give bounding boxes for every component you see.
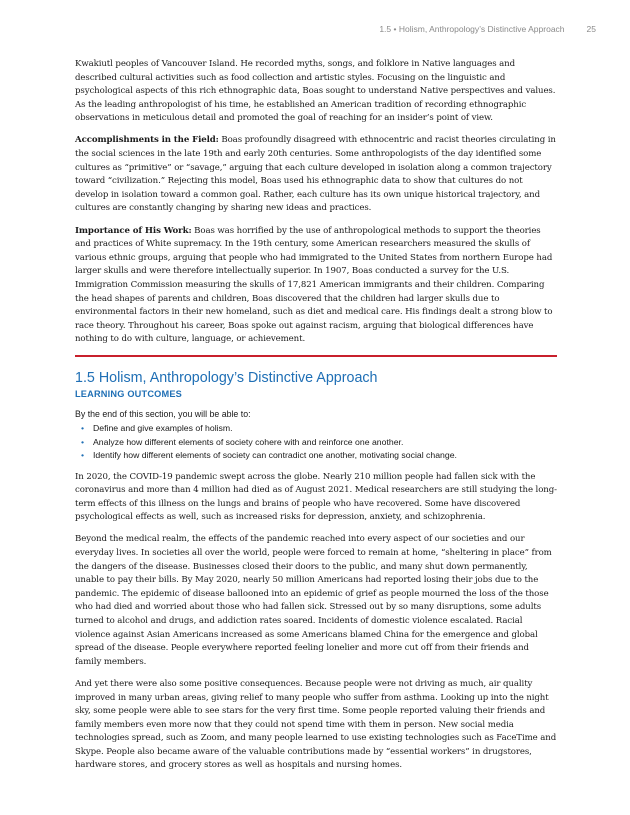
body-paragraph <box>75 134 557 216</box>
running-header <box>379 24 596 34</box>
paragraph-text: Boas profoundly disagreed with ethnocentric and racist theories circulating in the social sciences in the late 19th and early 20th centuries. Some anthropologists of the day identified some cultures as “primitive” or “savage,” arguing that each culture developed in isolation along a common trajectory toward “civilization.” Rejecting this model, Boas used his ethnographic data to show that cultures do not develop in isolation toward a common goal. Rather, each culture has its own unique historical trajectory, and cultures are constantly changing by sharing new ideas and practices. <box>75 135 556 214</box>
list-item: • Define and give examples of holism. <box>75 422 557 435</box>
bullet-icon: • <box>81 450 85 461</box>
body-paragraph: In 2020, the COVID-19 pandemic swept across the globe. Nearly 210 million people had fallen sick with the coronavirus and more than 4 million had died as of August 2021. Medical researchers are still studying the long-term effects of this illness on the lungs and brains of people who have recovered. Some have discovered psychological effects as well, such as increased risks for depression, anxiety, and schizophrenia. <box>75 471 557 523</box>
page-number: 25 <box>586 24 596 34</box>
section-title: 1.5 Holism, Anthropology’s Distinctive Approach <box>75 370 378 387</box>
running-header-section: 1.5 • Holism, Anthropology’s Distinctive Approach <box>379 24 565 34</box>
bullet-icon: • <box>81 423 85 434</box>
paragraph-text: Boas was horrified by the use of anthropological methods to support the theories and practices of White supremacy. In the 19th century, some American researchers measured the skulls of various ethnic groups, arguing that people who had immigrated to the United States from northern Europe had larger skulls and were therefore intellectually superior. In 1907, Boas conducted a survey for the U.S. Immigration Commission measuring the skulls of 17,821 American immigrants and their children. Comparing the head shapes of parents and children, Boas discovered that the children had larger skulls due to environmental factors in their new homeland, such as diet and medical care. His findings dealt a strong blow to race theory. Throughout his career, Boas spoke out against racism, arguing that biological differences have nothing to do with culture, language, or achievement. <box>75 225 553 345</box>
list-item: • Analyze how different elements of society cohere with and reinforce one another. <box>75 436 557 449</box>
learning-outcomes-list <box>75 422 557 462</box>
learning-outcomes-intro: By the end of this section, you will be able to: <box>75 409 251 420</box>
bullet-icon: • <box>81 436 85 447</box>
paragraph-label: Accomplishments in the Field: <box>75 135 219 146</box>
learning-outcomes-heading: LEARNING OUTCOMES <box>75 389 183 400</box>
body-paragraph: And yet there were also some positive consequences. Because people were not driving as much, air quality improved in many urban areas, giving relief to many people who suffer from asthma. Looking up into the night sky, some people were able to see stars for the very first time. Some people reported valuing their friends and family members even more now that they could not spend time with them in person. New social media technologies spread, such as Zoom, and many people learned to use existing technologies such as FaceTime and Skype. People also became aware of the valuable contributions made by “essential workers” in drugstores, hardware stores, and grocery stores as well as hospitals and nursing homes. <box>75 678 557 771</box>
list-item: • Identify how different elements of society can contradict one another, motivating social change. <box>75 449 557 462</box>
body-paragraph <box>75 225 557 347</box>
body-paragraph: Kwakiutl peoples of Vancouver Island. He recorded myths, songs, and folklore in Native languages and described cultural activities such as food collection and artistic styles. Focusing on the linguistic and psychological aspects of this rich ethnographic data, Boas sought to understand Native perspectives and values. As the leading anthropologist of his time, he established an American tradition of recording ethnographic observations in meticulous detail and promoted the goal of reaching for an insider’s point of view. <box>75 59 556 124</box>
paragraph-label: Importance of His Work: <box>75 225 192 236</box>
body-paragraph: Beyond the medical realm, the effects of the pandemic reached into every aspect of our societies and our everyday lives. In societies all over the world, people were forced to remain at home, “sheltering in place” from the dangers of the disease. Businesses closed their doors to the public, and many shut down permanently, unable to pay their bills. By May 2020, nearly 50 million Americans had reported losing their jobs due to the pandemic. The epidemic of disease ballooned into an epidemic of grief as people mourned the loss of the those who had died and worried about those who had fallen sick. Stressed out by so many disruptions, some adults turned to alcohol and drugs, and addiction rates soared. Incidents of domestic violence escalated. Racial violence against Asian Americans increased as some Americans blamed China for the emergence and global spread of the disease. People everywhere reported feeling lonelier and more cut off from their friends and family members. <box>75 534 552 667</box>
section-divider <box>75 355 557 357</box>
page-content <box>75 58 557 782</box>
